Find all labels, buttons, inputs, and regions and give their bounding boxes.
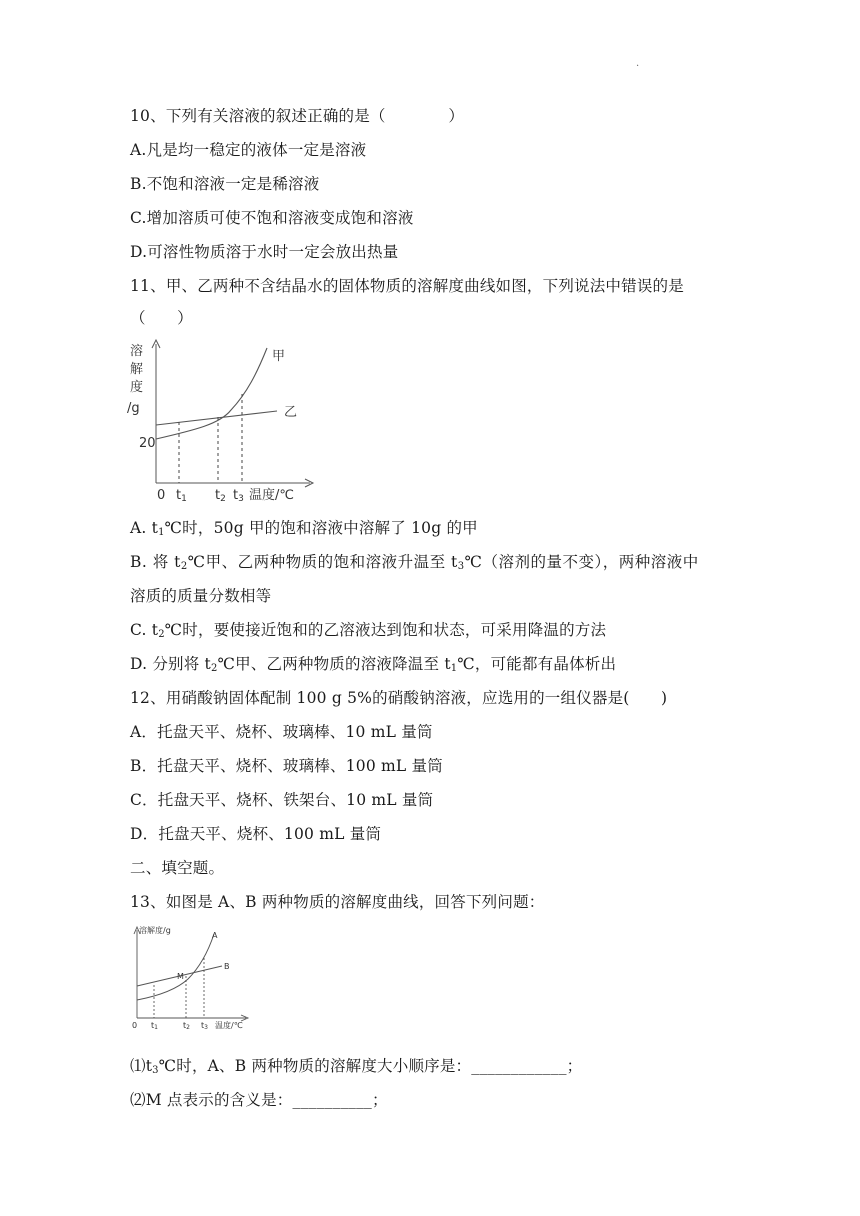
q12-option-c: C．托盘天平、烧杯、铁架台、10 mL 量筒 xyxy=(130,791,434,809)
q11-paren: （ ） xyxy=(130,309,193,327)
q13-curve-label-a: A xyxy=(212,931,218,940)
q12-option-a: A．托盘天平、烧杯、玻璃棒、10 mL 量筒 xyxy=(130,723,433,741)
q11-ylabel-char-2: 解 xyxy=(130,362,144,377)
q13-solubility-figure xyxy=(128,924,252,1034)
q12-stem: 12、用硝酸钠固体配制 100 g 5%的硝酸钠溶液，应选用的一组仪器是( ) xyxy=(130,689,668,707)
q13-point-m: M xyxy=(177,972,184,981)
q11-ylabel-char-1: 溶 xyxy=(130,344,144,359)
q13-xlabel: 温度/℃ xyxy=(215,1021,243,1030)
q11-x-tick-t3: t3 xyxy=(233,488,244,504)
q11-option-c: C. $t_2℃$时，要使接近饱和的乙溶液达到饱和状态，可采用降温的方法 xyxy=(130,621,607,640)
q11-x-tick-t2: t2 xyxy=(215,488,226,504)
q11-xlabel: 温度/℃ xyxy=(249,488,294,503)
q11-option-b-continued: 溶质的质量分数相等 xyxy=(130,587,272,605)
q13-ylabel: 溶解度/g xyxy=(139,926,171,935)
q12-option-b: B．托盘天平、烧杯、玻璃棒、100 mL 量筒 xyxy=(130,757,443,775)
q13-x-tick-t3: t3 xyxy=(201,1021,208,1031)
q10-option-a: A.凡是均一稳定的液体一定是溶液 xyxy=(130,141,367,159)
q11-stem: 11、甲、乙两种不含结晶水的固体物质的溶解度曲线如图，下列说法中错误的是 xyxy=(130,277,684,295)
q11-x-tick-t1: t1 xyxy=(176,488,187,504)
q11-curve-label-jia: 甲 xyxy=(272,349,286,364)
q13-origin-label: 0 xyxy=(132,1021,138,1030)
q13-x-tick-t1: t1 xyxy=(151,1021,158,1031)
q12-option-d: D．托盘天平、烧杯、100 mL 量筒 xyxy=(130,825,382,843)
q11-solubility-figure xyxy=(125,338,315,510)
q11-curve-yi xyxy=(156,411,277,425)
q13-curve-a xyxy=(137,934,214,1000)
q11-y-tick-20: 20 xyxy=(139,436,156,451)
q11-ylabel-char-3: 度 xyxy=(130,380,144,395)
q10-option-c: C.增加溶质可使不饱和溶液变成饱和溶液 xyxy=(130,209,414,227)
page-dot: . xyxy=(636,58,640,69)
q13-stem: 13、如图是 A、B 两种物质的溶解度曲线，回答下列问题： xyxy=(130,893,545,911)
q11-option-b: B. 将 $t_2℃$甲、乙两种物质的饱和溶液升温至 $t_3℃$（溶剂的量不变），两种溶液中 xyxy=(130,553,699,572)
q11-curve-label-yi: 乙 xyxy=(284,405,298,420)
q10-stem: 10、下列有关溶液的叙述正确的是（ ） xyxy=(130,107,465,125)
q10-option-d: D.可溶性物质溶于水时一定会放出热量 xyxy=(130,243,399,261)
q11-curve-jia xyxy=(156,348,267,439)
q13-x-tick-t2: t2 xyxy=(183,1021,190,1031)
q11-ylabel-char-4: /g xyxy=(127,401,140,416)
q13-part2: ⑵M 点表示的含义是：__________； xyxy=(130,1091,388,1109)
q11-option-d: D. 分别将 $t_2℃$甲、乙两种物质的溶液降温至 $t_1℃$，可能都有晶体析出 xyxy=(130,655,617,674)
q13-curve-label-b: B xyxy=(224,962,230,971)
q13-part1: $⑴t_3℃$时，A、B 两种物质的溶解度大小顺序是：____________； xyxy=(130,1057,583,1076)
q11-option-a: A. $t_1℃$时，50g 甲的饱和溶液中溶解了 10g 的甲 xyxy=(130,519,478,538)
section-fill-in-heading: 二、填空题。 xyxy=(130,859,225,877)
q11-origin-label: 0 xyxy=(157,488,166,503)
q10-option-b: B.不饱和溶液一定是稀溶液 xyxy=(130,175,320,193)
